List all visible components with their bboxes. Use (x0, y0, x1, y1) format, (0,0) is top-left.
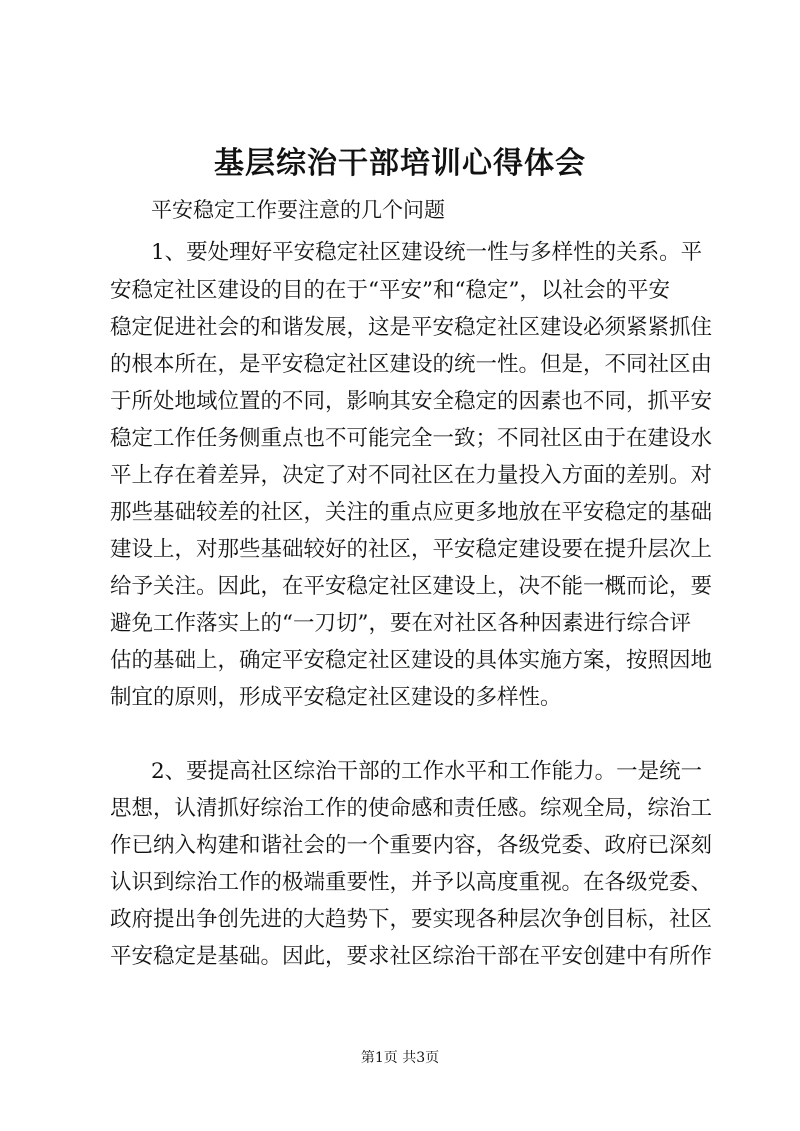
body-line: 平上存在着差异，决定了对不同社区在力量投入方面的差别。对 (110, 463, 713, 488)
body-line: 估的基础上，确定平安稳定社区建设的具体实施方案，按照因地 (110, 648, 713, 673)
body-line: 的根本所在，是平安稳定社区建设的统一性。但是，不同社区由 (110, 352, 713, 377)
body-line: 平安稳定是基础。因此，要求社区综治干部在平安创建中有所作 (110, 944, 713, 969)
body-line: 安稳定社区建设的目的在于“平安”和“稳定”，以社会的平安 (110, 278, 670, 303)
document-title: 基层综治干部培训心得体会 (214, 146, 586, 181)
body-line: 那些基础较差的社区，关注的重点应更多地放在平安稳定的基础 (110, 500, 713, 525)
body-line: 稳定促进社会的和谐发展，这是平安稳定社区建设必须紧紧抓住 (110, 315, 713, 340)
body-line: 避免工作落实上的“一刀切”，要在对社区各种因素进行综合评 (110, 611, 691, 636)
body-line: 2、要提高社区综治干部的工作水平和工作能力。一是统一 (151, 759, 703, 784)
body-line: 认识到综治工作的极端重要性，并予以高度重视。在各级党委、 (110, 870, 713, 895)
body-line: 1、要处理好平安稳定社区建设统一性与多样性的关系。平 (151, 240, 703, 265)
page-footer: 第1页 共3页 (360, 1050, 440, 1066)
body-line: 于所处地域位置的不同，影响其安全稳定的因素也不同，抓平安 (110, 389, 713, 414)
body-line: 作已纳入构建和谐社会的一个重要内容，各级党委、政府已深刻 (110, 833, 713, 858)
body-line: 稳定工作任务侧重点也不可能完全一致；不同社区由于在建设水 (110, 426, 713, 451)
body-line: 制宜的原则，形成平安稳定社区建设的多样性。 (110, 685, 562, 710)
body-line: 给予关注。因此，在平安稳定社区建设上，决不能一概而论，要 (110, 574, 713, 599)
body-line: 建设上，对那些基础较好的社区，平安稳定建设要在提升层次上 (110, 537, 713, 562)
document-subtitle: 平安稳定工作要注意的几个问题 (151, 198, 445, 222)
body-line: 思想，认清抓好综治工作的使命感和责任感。综观全局，综治工 (110, 796, 713, 821)
body-line: 政府提出争创先进的大趋势下，要实现各种层次争创目标，社区 (110, 907, 713, 932)
